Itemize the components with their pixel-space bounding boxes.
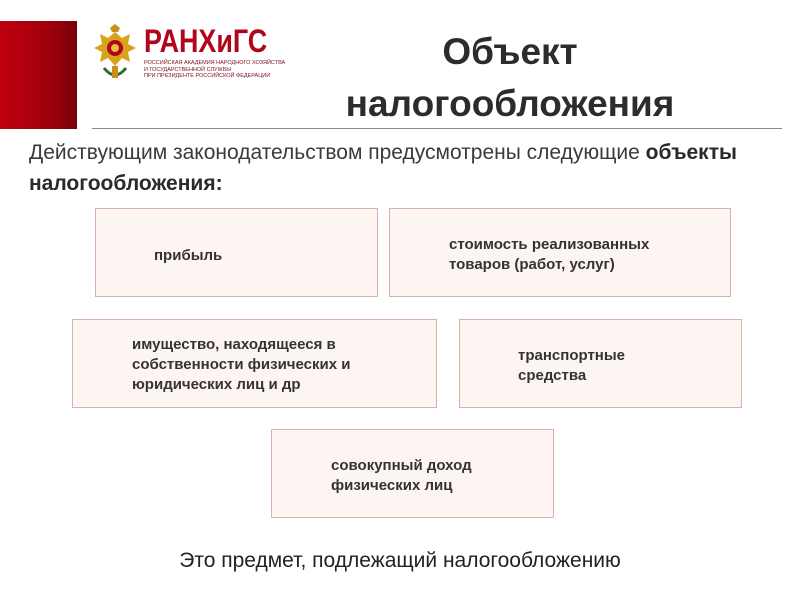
red-side-bar	[0, 21, 77, 129]
object-label: имущество, находящееся в	[132, 336, 336, 353]
object-label: физических лиц	[331, 477, 453, 494]
slide-title	[300, 26, 720, 130]
logo	[92, 23, 286, 84]
object-label: стоимость реализованных	[449, 236, 650, 253]
object-box-sales-value	[389, 208, 731, 297]
object-box-property	[72, 319, 437, 408]
emblem-icon	[92, 24, 138, 82]
logo-subtitle-line: РОССИЙСКАЯ АКАДЕМИЯ НАРОДНОГО ХОЗЯЙСТВА	[144, 60, 286, 66]
title-divider	[92, 128, 782, 129]
intro-text	[29, 137, 749, 199]
slide-title-line-2: налогообложения	[345, 83, 675, 124]
object-label: транспортные	[518, 347, 625, 364]
object-label: юридических лиц и др	[132, 376, 301, 393]
object-label: прибыль	[154, 247, 223, 264]
object-label: товаров (работ, услуг)	[449, 256, 615, 273]
slide-title-line-1: Объект	[442, 31, 578, 72]
intro-text-normal: Действующим законодательством предусмотрены следующие	[29, 141, 646, 164]
intro-text-bold: объекты налогообложения:	[29, 141, 737, 195]
footer-definition: Это предмет, подлежащий налогообложению	[179, 549, 621, 572]
object-label: средства	[518, 367, 587, 384]
object-label: собственности физических и	[132, 356, 351, 373]
logo-subtitle	[144, 60, 286, 80]
logo-name: РАНХиГС	[144, 23, 268, 59]
logo-subtitle-line: ПРИ ПРЕЗИДЕНТЕ РОССИЙСКОЙ ФЕДЕРАЦИИ	[144, 73, 271, 80]
logo-subtitle-line: И ГОСУДАРСТВЕННОЙ СЛУЖБЫ	[144, 66, 232, 73]
object-box-transport	[459, 319, 742, 408]
object-box-total-income	[271, 429, 554, 518]
object-box-profit	[95, 208, 378, 297]
object-label: совокупный доход	[331, 457, 472, 474]
